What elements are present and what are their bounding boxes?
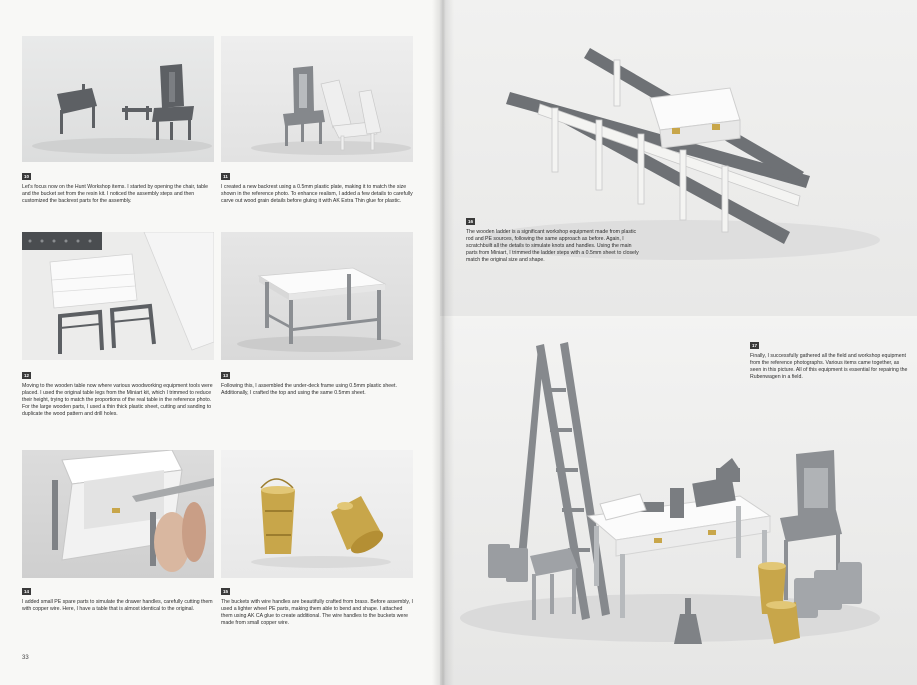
page-number: 33 xyxy=(22,655,29,661)
table-frames-illustration xyxy=(22,232,214,360)
caption-text: The wooden ladder is a significant workshop equipment made from plastic rod and PE sources, following the same approach as before. Again, I scratchbuilt all the details to simulate knots and handles. Using the main parts from Miniart, I trimmed the ladder steps with a 0.5mm sheet to closely match the original size and shape. xyxy=(466,229,639,264)
photo-ladder xyxy=(440,0,917,316)
photo-chair-parts xyxy=(22,36,214,162)
photo-table-frames xyxy=(22,232,214,360)
photo-brass-buckets xyxy=(221,450,413,578)
right-page xyxy=(440,0,917,685)
caption-text: I added small PE spare parts to simulate the drawer handles, carefully cutting them with copper wire. Here, I have a table that is almost identical to the original. xyxy=(22,599,213,613)
step-badge: 16 xyxy=(467,219,473,224)
caption-text: Following this, I assembled the under-deck frame using 0.5mm plastic sheet. Additionally, I crafted the top and using the same 0.5mm sheet. xyxy=(221,383,397,397)
caption-text: The buckets with wire handles are beautifully crafted from brass. Before assembly, I used a lighter wheel PE parts, making them able to bend and shape. I attached them using AK CA glue to create additional. The wire handles to the buckets were made from small copper wire. xyxy=(221,599,413,627)
step-badge: 10 xyxy=(23,174,29,179)
chairs-illustration xyxy=(221,36,413,162)
chair-parts-illustration xyxy=(22,36,214,162)
caption-text: I created a new backrest using a 0.5mm plastic plate, making it to match the size shown in the reference photo. To enhance realism, I added a few details to carefully carve out wood grain details before gluing it with AK Extra Thin glue for plastic. xyxy=(221,184,413,205)
ladder-illustration xyxy=(440,0,917,316)
caption-text: Moving to the wooden table now where various woodworking equipment tools were placed. I used the original table legs from the Miniart kit, which I trimmed to reduce their height, trying to match the proportions of the real table in the reference photo. For the large wooden parts, I used a thin thick plastic sheet, cutting and sanding to duplicate the wood pattern and drill holes. xyxy=(22,383,213,418)
step-badge: 12 xyxy=(23,373,29,378)
caption-step-13 xyxy=(221,372,413,397)
caption-step-16 xyxy=(466,218,642,264)
step-badge: 14 xyxy=(23,589,29,594)
step-badge: 13 xyxy=(222,373,228,378)
drawer-handles-illustration xyxy=(22,450,214,578)
step-badge: 11 xyxy=(221,173,230,180)
caption-step-17 xyxy=(750,342,910,381)
caption-text: Let's focus now on the Hunt Workshop items. I started by opening the chair, table and the bucket set from the resin kit. I noticed the assembly steps and then customized the backrest parts for the assembly. xyxy=(22,184,209,205)
step-badge: 15 xyxy=(222,589,228,594)
book-gutter-shadow xyxy=(432,0,454,685)
photo-drawer-handles xyxy=(22,450,214,578)
caption-step-14 xyxy=(22,588,214,613)
photo-chairs-assembled xyxy=(221,36,413,162)
left-page xyxy=(0,0,440,685)
caption-text: Finally, I successfully gathered all the field and workshop equipment from the reference photographs. Various items came together, as seen in this picture. All of this equipment is essential for repairing the Rubenwagen in a field. xyxy=(750,353,908,381)
caption-step-11 xyxy=(221,173,413,205)
buckets-illustration xyxy=(221,450,413,578)
caption-step-15 xyxy=(221,588,413,627)
step-badge: 17 xyxy=(751,343,757,348)
caption-step-12 xyxy=(22,372,214,418)
table-illustration xyxy=(221,232,413,360)
photo-table-assembled xyxy=(221,232,413,360)
caption-step-10 xyxy=(22,173,212,205)
